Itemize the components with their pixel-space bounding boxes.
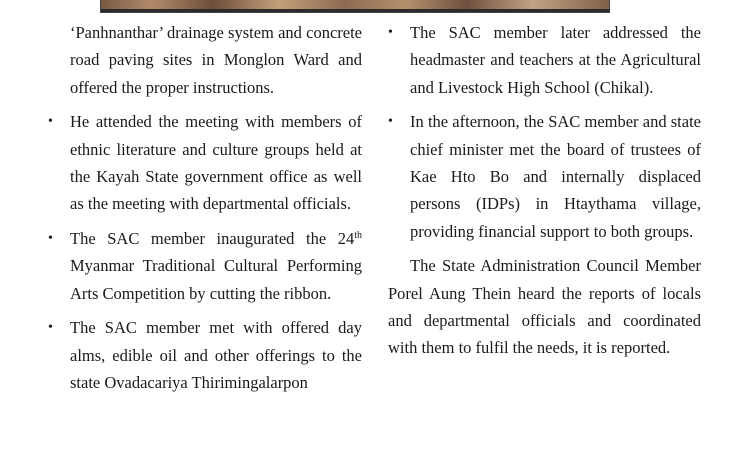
continued-paragraph [48, 19, 362, 101]
bullet-text: The SAC member later addressed the headmaster and teachers at the Agricultural and Livestock High School (Chikal). [410, 23, 701, 97]
bullet-icon: • [48, 320, 53, 336]
bullet-item-ethnic-meeting [48, 108, 362, 217]
paragraph-text: The State Administration Council Member Porel Aung Thein heard the reports of locals and departmental officials and coordinated with them to fulfil the needs, it is reported. [388, 256, 701, 358]
paragraph-text: ‘Panhnanthar’ drainage system and concrete road paving sites in Monglon Ward and offered the proper instructions. [70, 23, 362, 97]
bullet-icon: • [388, 114, 393, 130]
closing-paragraph [388, 252, 701, 361]
news-photo [100, 0, 610, 13]
right-column [388, 19, 701, 369]
bullet-item-high-school [388, 19, 701, 101]
left-column [48, 19, 362, 404]
bullet-text: The SAC member inaugurated the 24 [70, 229, 355, 249]
bullet-text: The SAC member met with offered day alms, edible oil and other offerings to the state Ovadacariya Thirimingalarpon [70, 318, 362, 393]
bullet-text: In the afternoon, the SAC member and state chief minister met the board of trustees of Kae Hto Bo and internally displaced persons (IDPs) in Htaythama village, providing financial support to both groups. [410, 112, 701, 241]
bullet-text-continued: Myanmar Traditional Cultural Performing Arts Competition by cutting the ribbon. [70, 256, 362, 303]
ordinal-superscript: th [354, 230, 362, 242]
bullet-text: He attended the meeting with members of ethnic literature and culture groups held at the Kayah State government office as well as the meeting with departmental officials. [70, 112, 362, 214]
bullet-item-arts-competition [48, 225, 362, 307]
bullet-icon: • [388, 25, 393, 40]
bullet-item-offerings [48, 314, 362, 396]
bullet-icon: • [48, 114, 53, 130]
bullet-item-idps [388, 108, 701, 244]
bullet-icon: • [48, 231, 53, 247]
